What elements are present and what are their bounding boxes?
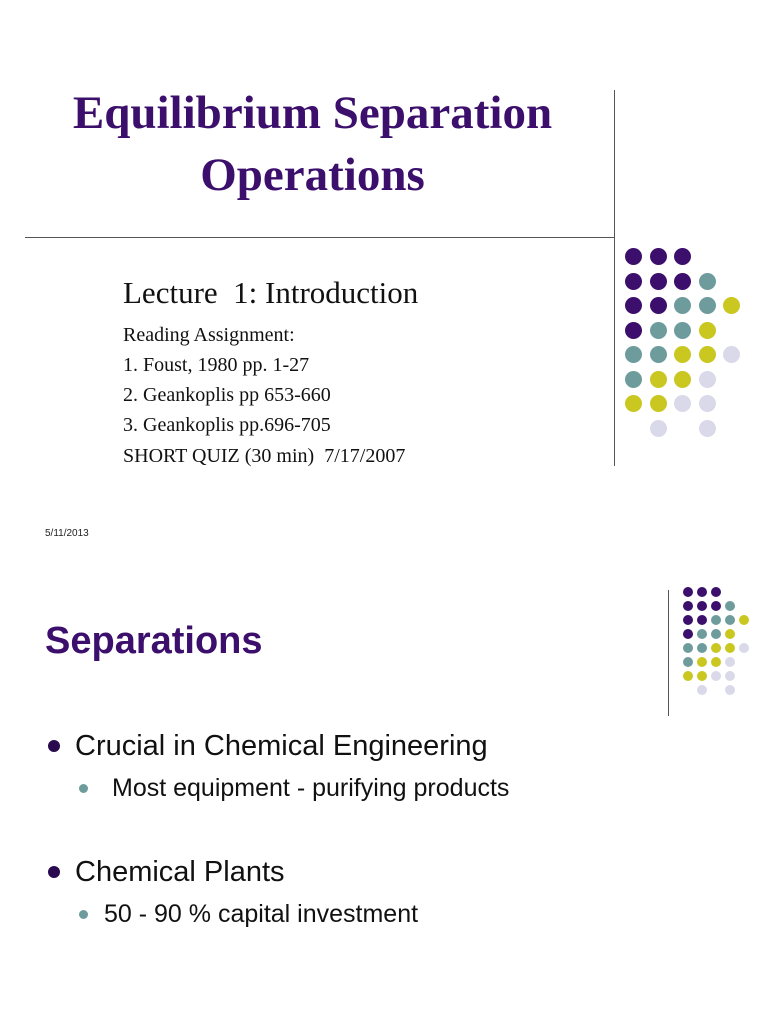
teal-dot <box>683 657 693 667</box>
lavender-dot <box>725 685 735 695</box>
lavender-dot <box>697 685 707 695</box>
title-line-1: Equilibrium Separation <box>72 87 553 139</box>
teal-dot <box>725 601 735 611</box>
slide-2-title: Separations <box>45 620 263 662</box>
title-line-2: Operations <box>200 149 425 201</box>
lavender-dot <box>650 420 667 437</box>
purple-dot <box>697 601 707 611</box>
purple-dot <box>625 322 642 339</box>
quiz-note: SHORT QUIZ (30 min) 7/17/2007 <box>123 445 406 467</box>
yellow-dot <box>725 643 735 653</box>
vertical-divider <box>614 90 615 466</box>
yellow-dot <box>711 643 721 653</box>
slide-2 <box>0 560 768 1024</box>
teal-dot <box>650 322 667 339</box>
purple-dot <box>683 601 693 611</box>
bullet-text: Crucial in Chemical Engineering <box>75 730 488 762</box>
purple-dot <box>697 615 707 625</box>
lavender-dot <box>739 643 749 653</box>
teal-dot <box>697 643 707 653</box>
reading-heading: Reading Assignment: <box>123 324 295 346</box>
purple-dot <box>650 297 667 314</box>
purple-dot <box>674 248 691 265</box>
purple-dot <box>683 615 693 625</box>
lavender-dot <box>699 395 716 412</box>
yellow-dot <box>650 371 667 388</box>
yellow-dot <box>674 371 691 388</box>
yellow-dot <box>723 297 740 314</box>
purple-dot <box>674 273 691 290</box>
yellow-dot <box>697 671 707 681</box>
purple-dot <box>711 601 721 611</box>
yellow-dot <box>625 395 642 412</box>
lavender-dot <box>699 371 716 388</box>
teal-dot <box>674 322 691 339</box>
sub-bullet-dot-icon <box>79 910 88 919</box>
lavender-dot <box>674 395 691 412</box>
reading-item: 3. Geankoplis pp.696-705 <box>123 414 331 436</box>
bullet-text: Chemical Plants <box>75 856 285 888</box>
horizontal-divider <box>25 237 615 238</box>
yellow-dot <box>683 671 693 681</box>
teal-dot <box>683 643 693 653</box>
lavender-dot <box>725 657 735 667</box>
lavender-dot <box>711 671 721 681</box>
teal-dot <box>674 297 691 314</box>
lavender-dot <box>699 420 716 437</box>
reading-assignment-list <box>123 320 405 471</box>
lecture-subtitle: Lecture 1: Introduction <box>123 275 419 310</box>
teal-dot <box>697 629 707 639</box>
purple-dot <box>625 248 642 265</box>
teal-dot <box>650 346 667 363</box>
teal-dot <box>699 273 716 290</box>
slide-1-title <box>20 82 605 206</box>
teal-dot <box>625 371 642 388</box>
yellow-dot <box>650 395 667 412</box>
purple-dot <box>650 248 667 265</box>
bullet-dot-icon <box>48 866 60 878</box>
teal-dot <box>699 297 716 314</box>
teal-dot <box>711 615 721 625</box>
sub-bullet-text: Most equipment - purifying products <box>112 774 510 802</box>
vertical-divider <box>668 590 669 716</box>
yellow-dot <box>725 629 735 639</box>
yellow-dot <box>739 615 749 625</box>
lavender-dot <box>725 671 735 681</box>
yellow-dot <box>697 657 707 667</box>
yellow-dot <box>711 657 721 667</box>
teal-dot <box>711 629 721 639</box>
yellow-dot <box>699 322 716 339</box>
purple-dot <box>650 273 667 290</box>
purple-dot <box>683 587 693 597</box>
reading-item: 2. Geankoplis pp 653-660 <box>123 384 331 406</box>
sub-bullet-dot-icon <box>79 784 88 793</box>
sub-bullet-text: 50 - 90 % capital investment <box>104 900 419 928</box>
slide-date: 5/11/2013 <box>45 528 89 539</box>
purple-dot <box>625 273 642 290</box>
purple-dot <box>625 297 642 314</box>
reading-item: 1. Foust, 1980 pp. 1-27 <box>123 354 310 376</box>
yellow-dot <box>674 346 691 363</box>
purple-dot <box>697 587 707 597</box>
teal-dot <box>625 346 642 363</box>
bullet-dot-icon <box>48 740 60 752</box>
lavender-dot <box>723 346 740 363</box>
purple-dot <box>683 629 693 639</box>
teal-dot <box>725 615 735 625</box>
yellow-dot <box>699 346 716 363</box>
purple-dot <box>711 587 721 597</box>
